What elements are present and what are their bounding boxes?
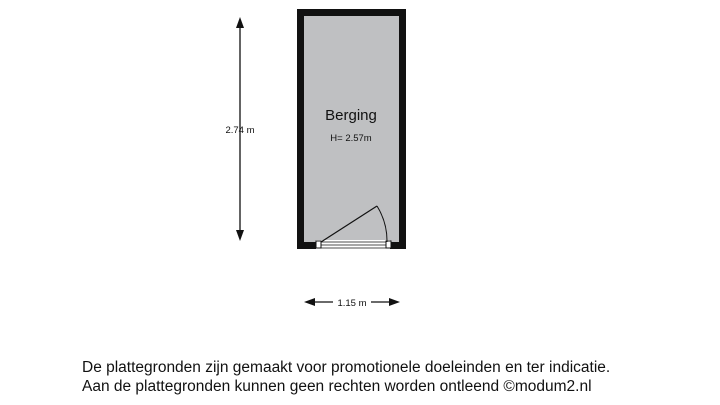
door-jamb-right [386,241,391,248]
disclaimer-line-2: Aan de plattegronden kunnen geen rechten worden ontleend ©modum2.nl [82,378,592,395]
width-dimension-arrow-left [304,298,315,306]
door-jamb-left [316,241,321,248]
height-dimension-label: 2.74 m [225,125,255,136]
room-name: Berging [325,107,377,124]
height-dimension-arrow-bottom [236,230,244,241]
disclaimer-line-1: De plattegronden zijn gemaakt voor promotionele doeleinden en ter indicatie. [82,359,611,376]
height-dimension-arrow-top [236,17,244,28]
room-height-label: H= 2.57m [330,133,372,144]
width-dimension-arrow-right [389,298,400,306]
width-dimension-label: 1.15 m [337,298,367,309]
disclaimer [82,358,712,396]
room-floor [304,16,399,242]
